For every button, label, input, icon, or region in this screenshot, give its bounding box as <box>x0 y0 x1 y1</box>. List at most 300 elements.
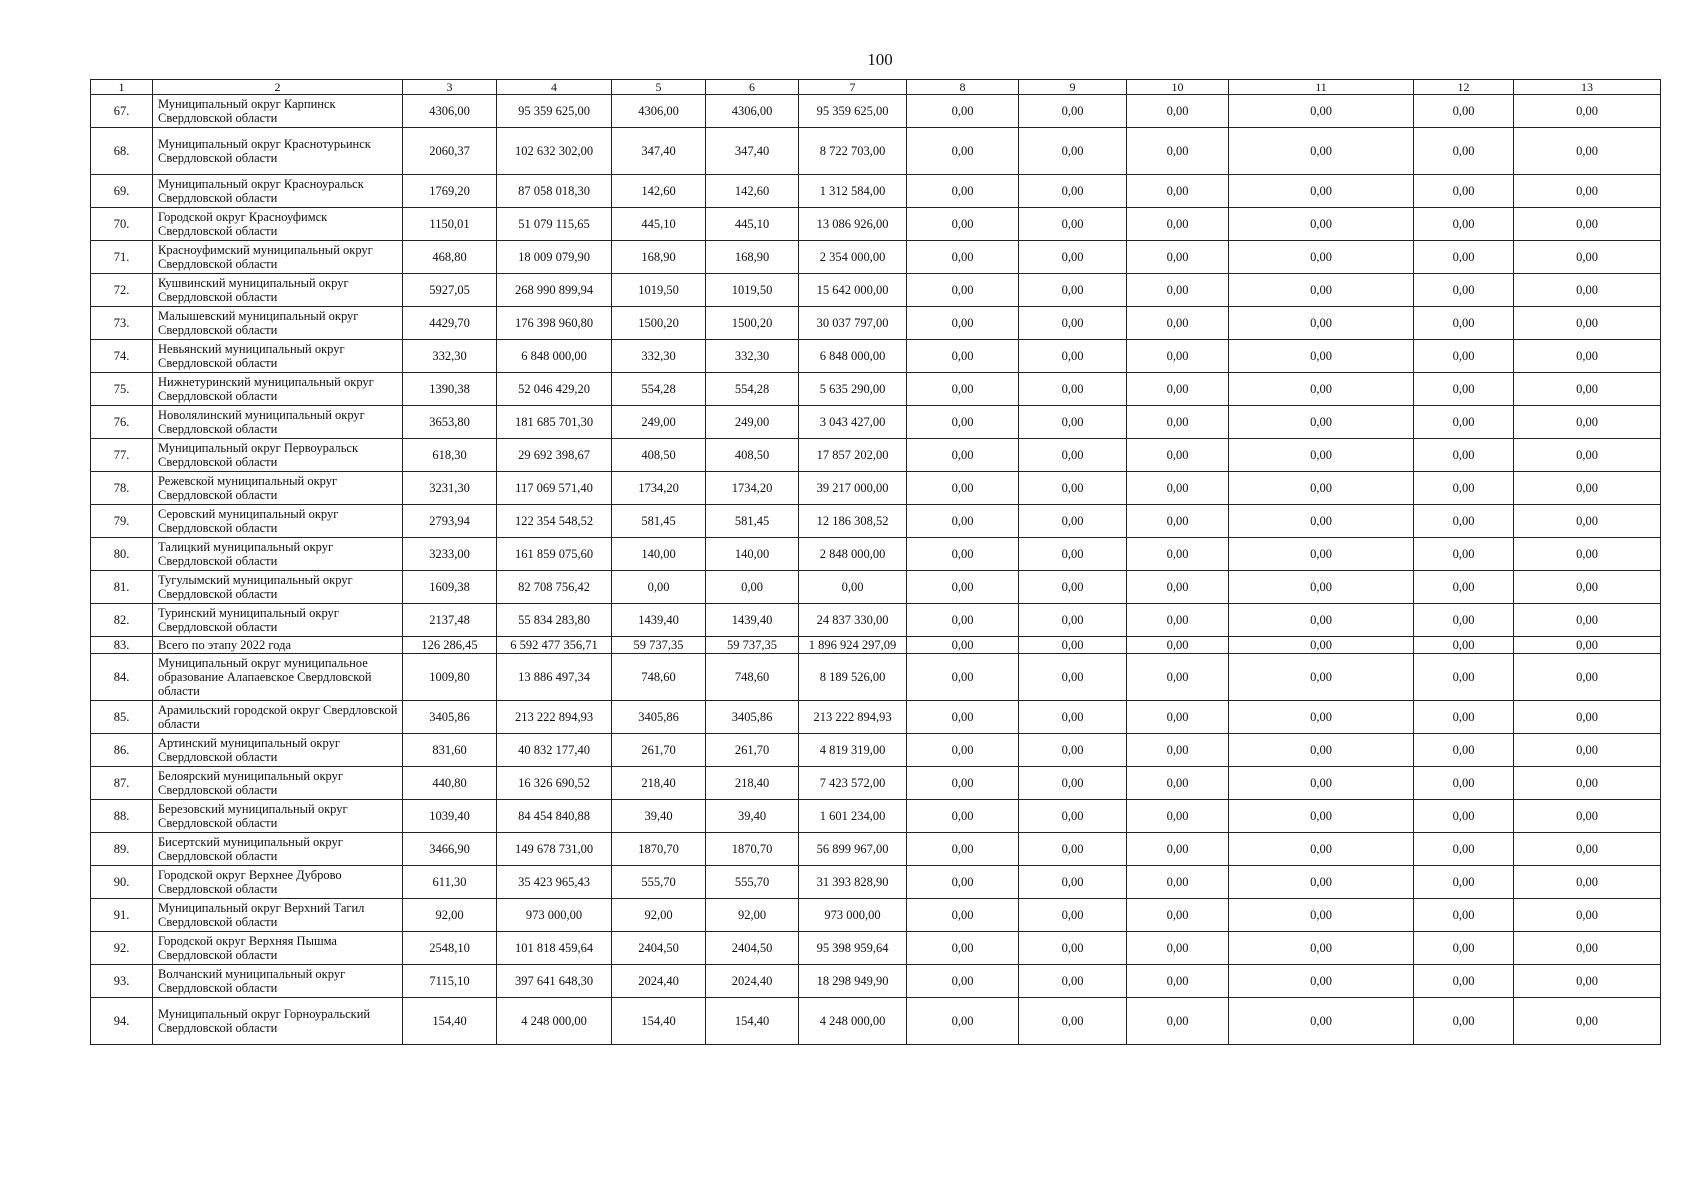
value-cell: 0,00 <box>1229 505 1414 538</box>
value-cell: 0,00 <box>907 833 1019 866</box>
value-cell: 0,00 <box>1019 175 1127 208</box>
value-cell: 0,00 <box>1229 175 1414 208</box>
table-row <box>91 472 1661 505</box>
value-cell: 555,70 <box>612 866 706 899</box>
value-cell: 8 722 703,00 <box>799 128 907 175</box>
value-cell: 4 248 000,00 <box>497 998 612 1045</box>
municipality-name-cell: Городской округ Красноуфимск Свердловской области <box>153 208 403 241</box>
value-cell: 261,70 <box>706 734 799 767</box>
row-number-cell: 68. <box>91 128 153 175</box>
value-cell: 0,00 <box>1019 932 1127 965</box>
value-cell: 0,00 <box>907 241 1019 274</box>
value-cell: 554,28 <box>612 373 706 406</box>
row-number-cell: 94. <box>91 998 153 1045</box>
value-cell: 0,00 <box>907 373 1019 406</box>
value-cell: 0,00 <box>1229 701 1414 734</box>
table-row <box>91 307 1661 340</box>
value-cell: 0,00 <box>1019 373 1127 406</box>
value-cell: 0,00 <box>1019 406 1127 439</box>
value-cell: 3 043 427,00 <box>799 406 907 439</box>
value-cell: 1019,50 <box>612 274 706 307</box>
value-cell: 0,00 <box>1229 274 1414 307</box>
value-cell: 0,00 <box>1127 241 1229 274</box>
value-cell: 126 286,45 <box>403 637 497 654</box>
value-cell: 51 079 115,65 <box>497 208 612 241</box>
table-row <box>91 373 1661 406</box>
table-row <box>91 571 1661 604</box>
value-cell: 213 222 894,93 <box>497 701 612 734</box>
column-number-cell: 10 <box>1127 80 1229 95</box>
value-cell: 0,00 <box>907 932 1019 965</box>
value-cell: 0,00 <box>1127 274 1229 307</box>
table-row <box>91 899 1661 932</box>
municipality-name-cell: Белоярский муниципальный округ Свердловской области <box>153 767 403 800</box>
table-row <box>91 833 1661 866</box>
value-cell: 0,00 <box>1514 899 1661 932</box>
value-cell: 0,00 <box>1127 932 1229 965</box>
value-cell: 0,00 <box>1229 866 1414 899</box>
value-cell: 39,40 <box>706 800 799 833</box>
column-number-cell: 5 <box>612 80 706 95</box>
municipality-name-cell: Нижнетуринский муниципальный округ Свердловской области <box>153 373 403 406</box>
table-row <box>91 637 1661 654</box>
value-cell: 0,00 <box>1229 208 1414 241</box>
value-cell: 3466,90 <box>403 833 497 866</box>
value-cell: 0,00 <box>1514 571 1661 604</box>
value-cell: 332,30 <box>612 340 706 373</box>
value-cell: 748,60 <box>612 654 706 701</box>
value-cell: 6 592 477 356,71 <box>497 637 612 654</box>
value-cell: 0,00 <box>1514 767 1661 800</box>
value-cell: 218,40 <box>612 767 706 800</box>
row-number-cell: 92. <box>91 932 153 965</box>
value-cell: 7 423 572,00 <box>799 767 907 800</box>
value-cell: 2404,50 <box>706 932 799 965</box>
value-cell: 0,00 <box>907 439 1019 472</box>
value-cell: 0,00 <box>1229 899 1414 932</box>
value-cell: 0,00 <box>1229 472 1414 505</box>
value-cell: 0,00 <box>1127 637 1229 654</box>
table-row <box>91 654 1661 701</box>
value-cell: 168,90 <box>612 241 706 274</box>
municipality-name-cell: Тугулымский муниципальный округ Свердловской области <box>153 571 403 604</box>
value-cell: 3405,86 <box>403 701 497 734</box>
value-cell: 0,00 <box>907 734 1019 767</box>
value-cell: 1 601 234,00 <box>799 800 907 833</box>
value-cell: 0,00 <box>1127 866 1229 899</box>
value-cell: 973 000,00 <box>497 899 612 932</box>
value-cell: 0,00 <box>1514 538 1661 571</box>
value-cell: 3233,00 <box>403 538 497 571</box>
value-cell: 0,00 <box>907 472 1019 505</box>
value-cell: 1439,40 <box>706 604 799 637</box>
value-cell: 2060,37 <box>403 128 497 175</box>
value-cell: 0,00 <box>1127 472 1229 505</box>
value-cell: 0,00 <box>1514 175 1661 208</box>
value-cell: 2024,40 <box>612 965 706 998</box>
value-cell: 0,00 <box>907 307 1019 340</box>
value-cell: 0,00 <box>1514 373 1661 406</box>
value-cell: 0,00 <box>1229 800 1414 833</box>
value-cell: 29 692 398,67 <box>497 439 612 472</box>
value-cell: 1500,20 <box>612 307 706 340</box>
municipality-name-cell: Муниципальный округ муниципальное образование Алапаевское Свердловской области <box>153 654 403 701</box>
value-cell: 4429,70 <box>403 307 497 340</box>
value-cell: 0,00 <box>1127 439 1229 472</box>
value-cell: 8 189 526,00 <box>799 654 907 701</box>
value-cell: 0,00 <box>1019 637 1127 654</box>
value-cell: 149 678 731,00 <box>497 833 612 866</box>
table-row <box>91 604 1661 637</box>
value-cell: 0,00 <box>1414 241 1514 274</box>
table-row <box>91 406 1661 439</box>
column-number-cell: 9 <box>1019 80 1127 95</box>
value-cell: 0,00 <box>1127 95 1229 128</box>
value-cell: 4306,00 <box>706 95 799 128</box>
value-cell: 2137,48 <box>403 604 497 637</box>
municipality-name-cell: Туринский муниципальный округ Свердловской области <box>153 604 403 637</box>
value-cell: 3405,86 <box>706 701 799 734</box>
value-cell: 468,80 <box>403 241 497 274</box>
row-number-cell: 88. <box>91 800 153 833</box>
value-cell: 0,00 <box>907 175 1019 208</box>
value-cell: 0,00 <box>1019 604 1127 637</box>
value-cell: 0,00 <box>1514 800 1661 833</box>
value-cell: 0,00 <box>1229 833 1414 866</box>
value-cell: 618,30 <box>403 439 497 472</box>
value-cell: 0,00 <box>1414 128 1514 175</box>
value-cell: 161 859 075,60 <box>497 538 612 571</box>
value-cell: 0,00 <box>907 604 1019 637</box>
value-cell: 0,00 <box>1514 505 1661 538</box>
value-cell: 440,80 <box>403 767 497 800</box>
value-cell: 12 186 308,52 <box>799 505 907 538</box>
value-cell: 0,00 <box>1019 767 1127 800</box>
value-cell: 0,00 <box>1514 274 1661 307</box>
value-cell: 0,00 <box>907 406 1019 439</box>
value-cell: 0,00 <box>1127 505 1229 538</box>
value-cell: 142,60 <box>612 175 706 208</box>
value-cell: 0,00 <box>1019 307 1127 340</box>
value-cell: 555,70 <box>706 866 799 899</box>
value-cell: 249,00 <box>706 406 799 439</box>
value-cell: 59 737,35 <box>612 637 706 654</box>
value-cell: 0,00 <box>1514 439 1661 472</box>
value-cell: 0,00 <box>907 965 1019 998</box>
table-row <box>91 175 1661 208</box>
value-cell: 0,00 <box>1414 734 1514 767</box>
value-cell: 249,00 <box>612 406 706 439</box>
value-cell: 0,00 <box>1514 340 1661 373</box>
value-cell: 0,00 <box>1019 505 1127 538</box>
table-row <box>91 800 1661 833</box>
value-cell: 0,00 <box>1514 604 1661 637</box>
value-cell: 176 398 960,80 <box>497 307 612 340</box>
value-cell: 0,00 <box>1414 505 1514 538</box>
value-cell: 0,00 <box>1127 373 1229 406</box>
municipality-name-cell: Артинский муниципальный округ Свердловской области <box>153 734 403 767</box>
row-number-cell: 72. <box>91 274 153 307</box>
value-cell: 0,00 <box>1514 998 1661 1045</box>
value-cell: 0,00 <box>1514 208 1661 241</box>
row-number-cell: 84. <box>91 654 153 701</box>
value-cell: 0,00 <box>1229 373 1414 406</box>
value-cell: 0,00 <box>1414 439 1514 472</box>
value-cell: 0,00 <box>1514 128 1661 175</box>
value-cell: 0,00 <box>1127 175 1229 208</box>
value-cell: 1390,38 <box>403 373 497 406</box>
value-cell: 1439,40 <box>612 604 706 637</box>
value-cell: 82 708 756,42 <box>497 571 612 604</box>
value-cell: 0,00 <box>1229 241 1414 274</box>
row-number-cell: 81. <box>91 571 153 604</box>
value-cell: 0,00 <box>1019 654 1127 701</box>
municipality-name-cell: Серовский муниципальный округ Свердловской области <box>153 505 403 538</box>
column-number-cell: 13 <box>1514 80 1661 95</box>
value-cell: 0,00 <box>1019 439 1127 472</box>
value-cell: 52 046 429,20 <box>497 373 612 406</box>
value-cell: 0,00 <box>907 998 1019 1045</box>
value-cell: 56 899 967,00 <box>799 833 907 866</box>
municipality-name-cell: Муниципальный округ Краснотурьинск Свердловской области <box>153 128 403 175</box>
value-cell: 0,00 <box>907 538 1019 571</box>
value-cell: 1769,20 <box>403 175 497 208</box>
value-cell: 0,00 <box>1414 175 1514 208</box>
value-cell: 0,00 <box>1019 965 1127 998</box>
table-row <box>91 932 1661 965</box>
table-row <box>91 538 1661 571</box>
value-cell: 0,00 <box>1514 472 1661 505</box>
value-cell: 0,00 <box>1414 932 1514 965</box>
value-cell: 1 896 924 297,09 <box>799 637 907 654</box>
data-table <box>90 79 1661 1045</box>
value-cell: 554,28 <box>706 373 799 406</box>
table-row <box>91 241 1661 274</box>
value-cell: 0,00 <box>1514 932 1661 965</box>
municipality-name-cell: Волчанский муниципальный округ Свердловской области <box>153 965 403 998</box>
value-cell: 24 837 330,00 <box>799 604 907 637</box>
value-cell: 0,00 <box>1414 95 1514 128</box>
value-cell: 0,00 <box>1414 604 1514 637</box>
value-cell: 0,00 <box>1019 472 1127 505</box>
value-cell: 0,00 <box>1019 340 1127 373</box>
value-cell: 1734,20 <box>612 472 706 505</box>
value-cell: 0,00 <box>1229 439 1414 472</box>
value-cell: 347,40 <box>706 128 799 175</box>
value-cell: 154,40 <box>706 998 799 1045</box>
value-cell: 0,00 <box>907 899 1019 932</box>
value-cell: 0,00 <box>1414 833 1514 866</box>
value-cell: 408,50 <box>612 439 706 472</box>
value-cell: 0,00 <box>1019 701 1127 734</box>
row-number-cell: 70. <box>91 208 153 241</box>
value-cell: 1870,70 <box>612 833 706 866</box>
column-number-cell: 7 <box>799 80 907 95</box>
row-number-cell: 83. <box>91 637 153 654</box>
value-cell: 0,00 <box>1019 734 1127 767</box>
value-cell: 18 009 079,90 <box>497 241 612 274</box>
value-cell: 6 848 000,00 <box>799 340 907 373</box>
value-cell: 0,00 <box>1127 340 1229 373</box>
value-cell: 1500,20 <box>706 307 799 340</box>
value-cell: 261,70 <box>612 734 706 767</box>
table-row <box>91 95 1661 128</box>
value-cell: 2793,94 <box>403 505 497 538</box>
value-cell: 0,00 <box>1019 571 1127 604</box>
value-cell: 0,00 <box>1127 965 1229 998</box>
value-cell: 2024,40 <box>706 965 799 998</box>
municipality-name-cell: Бисертский муниципальный округ Свердловской области <box>153 833 403 866</box>
value-cell: 31 393 828,90 <box>799 866 907 899</box>
value-cell: 0,00 <box>1019 208 1127 241</box>
value-cell: 1 312 584,00 <box>799 175 907 208</box>
value-cell: 0,00 <box>1127 307 1229 340</box>
value-cell: 332,30 <box>403 340 497 373</box>
municipality-name-cell: Новолялинский муниципальный округ Свердловской области <box>153 406 403 439</box>
value-cell: 0,00 <box>907 571 1019 604</box>
value-cell: 332,30 <box>706 340 799 373</box>
value-cell: 0,00 <box>1229 767 1414 800</box>
municipality-name-cell: Городской округ Верхняя Пышма Свердловской области <box>153 932 403 965</box>
value-cell: 0,00 <box>612 571 706 604</box>
table-row <box>91 208 1661 241</box>
value-cell: 0,00 <box>1414 472 1514 505</box>
value-cell: 0,00 <box>1414 800 1514 833</box>
value-cell: 0,00 <box>907 767 1019 800</box>
value-cell: 5927,05 <box>403 274 497 307</box>
value-cell: 6 848 000,00 <box>497 340 612 373</box>
value-cell: 0,00 <box>907 208 1019 241</box>
row-number-cell: 89. <box>91 833 153 866</box>
value-cell: 0,00 <box>1414 866 1514 899</box>
municipality-name-cell: Муниципальный округ Красноуральск Свердловской области <box>153 175 403 208</box>
value-cell: 347,40 <box>612 128 706 175</box>
value-cell: 0,00 <box>1127 734 1229 767</box>
value-cell: 0,00 <box>1229 340 1414 373</box>
municipality-name-cell: Режевской муниципальный округ Свердловской области <box>153 472 403 505</box>
value-cell: 0,00 <box>1127 538 1229 571</box>
municipality-name-cell: Талицкий муниципальный округ Свердловской области <box>153 538 403 571</box>
column-number-row <box>91 80 1661 95</box>
value-cell: 0,00 <box>1514 307 1661 340</box>
row-number-cell: 71. <box>91 241 153 274</box>
value-cell: 95 398 959,64 <box>799 932 907 965</box>
value-cell: 0,00 <box>1414 307 1514 340</box>
municipality-name-cell: Кушвинский муниципальный округ Свердловской области <box>153 274 403 307</box>
row-number-cell: 87. <box>91 767 153 800</box>
value-cell: 0,00 <box>1414 208 1514 241</box>
value-cell: 973 000,00 <box>799 899 907 932</box>
value-cell: 0,00 <box>907 866 1019 899</box>
value-cell: 0,00 <box>1229 637 1414 654</box>
value-cell: 0,00 <box>1229 307 1414 340</box>
value-cell: 0,00 <box>1414 701 1514 734</box>
value-cell: 0,00 <box>1127 406 1229 439</box>
value-cell: 445,10 <box>612 208 706 241</box>
table-row <box>91 340 1661 373</box>
value-cell: 92,00 <box>706 899 799 932</box>
value-cell: 213 222 894,93 <box>799 701 907 734</box>
row-number-cell: 76. <box>91 406 153 439</box>
value-cell: 0,00 <box>907 701 1019 734</box>
row-number-cell: 77. <box>91 439 153 472</box>
value-cell: 2 848 000,00 <box>799 538 907 571</box>
value-cell: 1039,40 <box>403 800 497 833</box>
column-number-cell: 6 <box>706 80 799 95</box>
value-cell: 0,00 <box>1229 538 1414 571</box>
column-number-cell: 8 <box>907 80 1019 95</box>
value-cell: 16 326 690,52 <box>497 767 612 800</box>
value-cell: 0,00 <box>1127 800 1229 833</box>
column-number-cell: 1 <box>91 80 153 95</box>
value-cell: 0,00 <box>907 654 1019 701</box>
value-cell: 0,00 <box>1414 899 1514 932</box>
value-cell: 0,00 <box>1514 734 1661 767</box>
value-cell: 102 632 302,00 <box>497 128 612 175</box>
value-cell: 92,00 <box>403 899 497 932</box>
value-cell: 0,00 <box>1229 571 1414 604</box>
value-cell: 0,00 <box>1127 833 1229 866</box>
value-cell: 7115,10 <box>403 965 497 998</box>
value-cell: 581,45 <box>612 505 706 538</box>
value-cell: 0,00 <box>1019 899 1127 932</box>
value-cell: 1609,38 <box>403 571 497 604</box>
value-cell: 87 058 018,30 <box>497 175 612 208</box>
value-cell: 831,60 <box>403 734 497 767</box>
value-cell: 0,00 <box>1514 406 1661 439</box>
value-cell: 0,00 <box>1514 654 1661 701</box>
municipality-name-cell: Муниципальный округ Верхний Тагил Свердловской области <box>153 899 403 932</box>
row-number-cell: 78. <box>91 472 153 505</box>
value-cell: 39 217 000,00 <box>799 472 907 505</box>
value-cell: 181 685 701,30 <box>497 406 612 439</box>
value-cell: 0,00 <box>1514 701 1661 734</box>
value-cell: 59 737,35 <box>706 637 799 654</box>
value-cell: 13 886 497,34 <box>497 654 612 701</box>
value-cell: 17 857 202,00 <box>799 439 907 472</box>
value-cell: 0,00 <box>1414 538 1514 571</box>
value-cell: 0,00 <box>1414 998 1514 1045</box>
municipality-name-cell: Муниципальный округ Горноуральский Свердловской области <box>153 998 403 1045</box>
value-cell: 0,00 <box>907 128 1019 175</box>
value-cell: 1019,50 <box>706 274 799 307</box>
value-cell: 0,00 <box>1229 128 1414 175</box>
row-number-cell: 82. <box>91 604 153 637</box>
row-number-cell: 79. <box>91 505 153 538</box>
value-cell: 0,00 <box>706 571 799 604</box>
value-cell: 0,00 <box>1019 241 1127 274</box>
value-cell: 154,40 <box>612 998 706 1045</box>
value-cell: 168,90 <box>706 241 799 274</box>
value-cell: 3231,30 <box>403 472 497 505</box>
value-cell: 2548,10 <box>403 932 497 965</box>
municipality-name-cell: Муниципальный округ Первоуральск Свердловской области <box>153 439 403 472</box>
value-cell: 0,00 <box>907 800 1019 833</box>
row-number-cell: 69. <box>91 175 153 208</box>
value-cell: 140,00 <box>612 538 706 571</box>
value-cell: 0,00 <box>1229 965 1414 998</box>
value-cell: 4 248 000,00 <box>799 998 907 1045</box>
value-cell: 0,00 <box>1414 340 1514 373</box>
table-body <box>91 80 1661 1045</box>
value-cell: 0,00 <box>1414 654 1514 701</box>
value-cell: 0,00 <box>1229 932 1414 965</box>
row-number-cell: 74. <box>91 340 153 373</box>
row-number-cell: 67. <box>91 95 153 128</box>
municipality-name-cell: Муниципальный округ Карпинск Свердловской области <box>153 95 403 128</box>
table-row <box>91 439 1661 472</box>
value-cell: 140,00 <box>706 538 799 571</box>
